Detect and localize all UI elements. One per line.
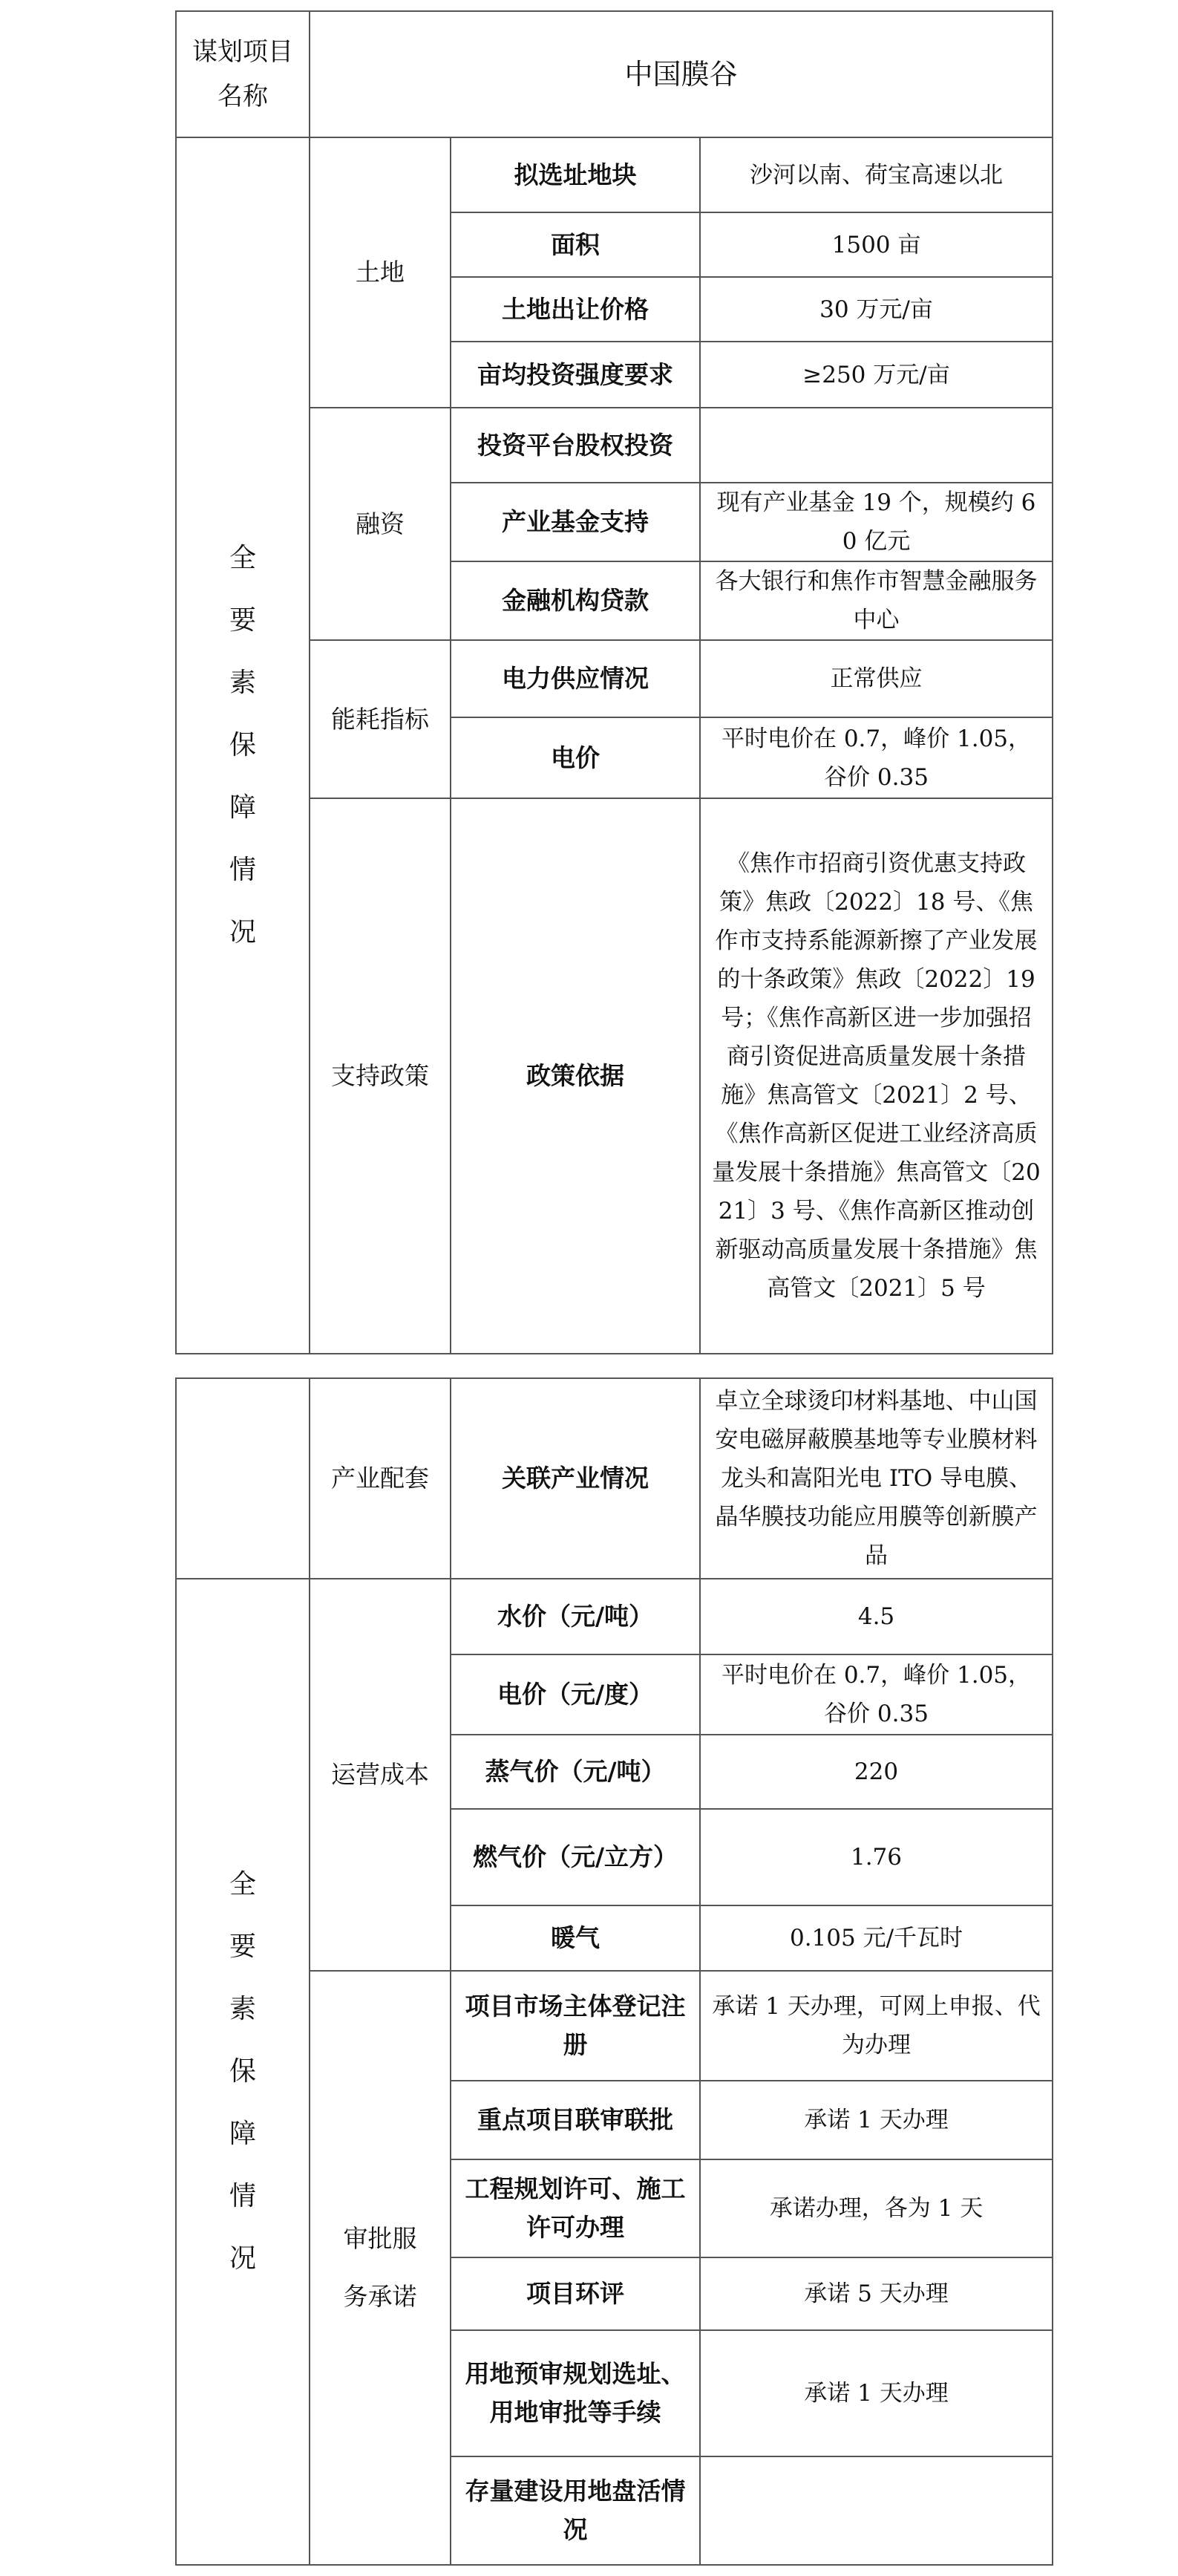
row-label: 电力供应情况	[451, 640, 700, 717]
section-char: 素	[229, 1994, 256, 2024]
row-value: 承诺 1 天办理	[700, 2330, 1053, 2456]
row-value: 沙河以南、荷宝高速以北	[700, 137, 1053, 212]
row-label: 面积	[451, 212, 700, 277]
section-label	[176, 137, 310, 1354]
row-value: 4.5	[700, 1579, 1053, 1654]
row-value: ≥250 万元/亩	[700, 342, 1053, 408]
group-operating-cost: 运营成本	[310, 1579, 451, 1971]
section-char: 保	[229, 2056, 256, 2087]
row-label: 土地出让价格	[451, 277, 700, 342]
section-char: 全	[229, 543, 256, 573]
row-label: 拟选址地块	[451, 137, 700, 212]
section-char: 情	[229, 855, 256, 885]
row-value: 现有产业基金 19 个，规模约 60 亿元	[700, 483, 1053, 561]
row-value: 30 万元/亩	[700, 277, 1053, 342]
section-char: 素	[229, 668, 256, 698]
row-label: 重点项目联审联批	[451, 2081, 700, 2159]
row-label: 产业基金支持	[451, 483, 700, 561]
row-label: 燃气价（元/立方）	[451, 1809, 700, 1905]
row-value	[700, 408, 1053, 483]
blank-cell	[176, 1378, 310, 1579]
row-label: 亩均投资强度要求	[451, 342, 700, 408]
row-value	[700, 2456, 1053, 2565]
section-label	[176, 1579, 310, 2565]
row-label: 暖气	[451, 1905, 700, 1971]
project-name-value: 中国膜谷	[310, 11, 1053, 137]
row-label: 用地预审规划选址、用地审批等手续	[451, 2330, 700, 2456]
group-policy: 支持政策	[310, 798, 451, 1354]
section-char: 全	[229, 1869, 256, 1900]
group-land: 土地	[310, 137, 451, 408]
project-name-header: 谋划项目名称	[176, 11, 310, 137]
row-value: 平时电价在 0.7，峰价 1.05，谷价 0.35	[700, 717, 1053, 798]
section-char: 障	[229, 2119, 256, 2149]
row-value: 承诺办理，各为 1 天	[700, 2159, 1053, 2257]
group-industry: 产业配套	[310, 1378, 451, 1579]
row-label: 项目市场主体登记注册	[451, 1971, 700, 2081]
section-char: 要	[229, 1931, 256, 1962]
row-value: 0.105 元/千瓦时	[700, 1905, 1053, 1971]
row-label: 水价（元/吨）	[451, 1579, 700, 1654]
section-char: 况	[229, 2243, 256, 2274]
row-value: 卓立全球烫印材料基地、中山国安电磁屏蔽膜基地等专业膜材料龙头和嵩阳光电 ITO 导电膜、晶华膜技功能应用膜等创新膜产品	[700, 1378, 1053, 1579]
row-value: 承诺 1 天办理，可网上申报、代为办理	[700, 1971, 1053, 2081]
row-value: 《焦作市招商引资优惠支持政策》焦政〔2022〕18 号、《焦作市支持系能源新擦了产业发展的十条政策》焦政〔2022〕19 号；《焦作高新区进一步加强招商引资促进高质量发展十条措施》焦高管文〔2021〕2 号、《焦作高新区促进工业经济高质量发展十条措施》焦高管文〔2021〕3 号、《焦作高新区推动创新驱动高质量发展十条措施》焦高管文〔2021〕5 号	[700, 798, 1053, 1354]
group-financing: 融资	[310, 408, 451, 640]
row-label: 电价	[451, 717, 700, 798]
row-label: 政策依据	[451, 798, 700, 1354]
row-label: 工程规划许可、施工许可办理	[451, 2159, 700, 2257]
element-guarantee-table-1	[175, 10, 1053, 1354]
row-value: 各大银行和焦作市智慧金融服务中心	[700, 561, 1053, 640]
row-label: 项目环评	[451, 2257, 700, 2330]
row-value: 1.76	[700, 1809, 1053, 1905]
section-char: 要	[229, 605, 256, 636]
section-char: 保	[229, 730, 256, 760]
row-label: 蒸气价（元/吨）	[451, 1735, 700, 1809]
row-label: 存量建设用地盘活情况	[451, 2456, 700, 2565]
row-value: 220	[700, 1735, 1053, 1809]
section-char: 况	[229, 917, 256, 948]
section-char: 障	[229, 792, 256, 823]
row-label: 金融机构贷款	[451, 561, 700, 640]
group-approval-service: 审批服务承诺	[310, 1971, 451, 2565]
element-guarantee-table-2	[175, 1377, 1053, 2566]
row-value: 1500 亩	[700, 212, 1053, 277]
row-value: 平时电价在 0.7，峰价 1.05，谷价 0.35	[700, 1654, 1053, 1735]
section-char: 情	[229, 2181, 256, 2211]
group-energy: 能耗指标	[310, 640, 451, 798]
row-value: 正常供应	[700, 640, 1053, 717]
row-value: 承诺 1 天办理	[700, 2081, 1053, 2159]
row-label: 投资平台股权投资	[451, 408, 700, 483]
row-label: 电价（元/度）	[451, 1654, 700, 1735]
row-value: 承诺 5 天办理	[700, 2257, 1053, 2330]
row-label: 关联产业情况	[451, 1378, 700, 1579]
